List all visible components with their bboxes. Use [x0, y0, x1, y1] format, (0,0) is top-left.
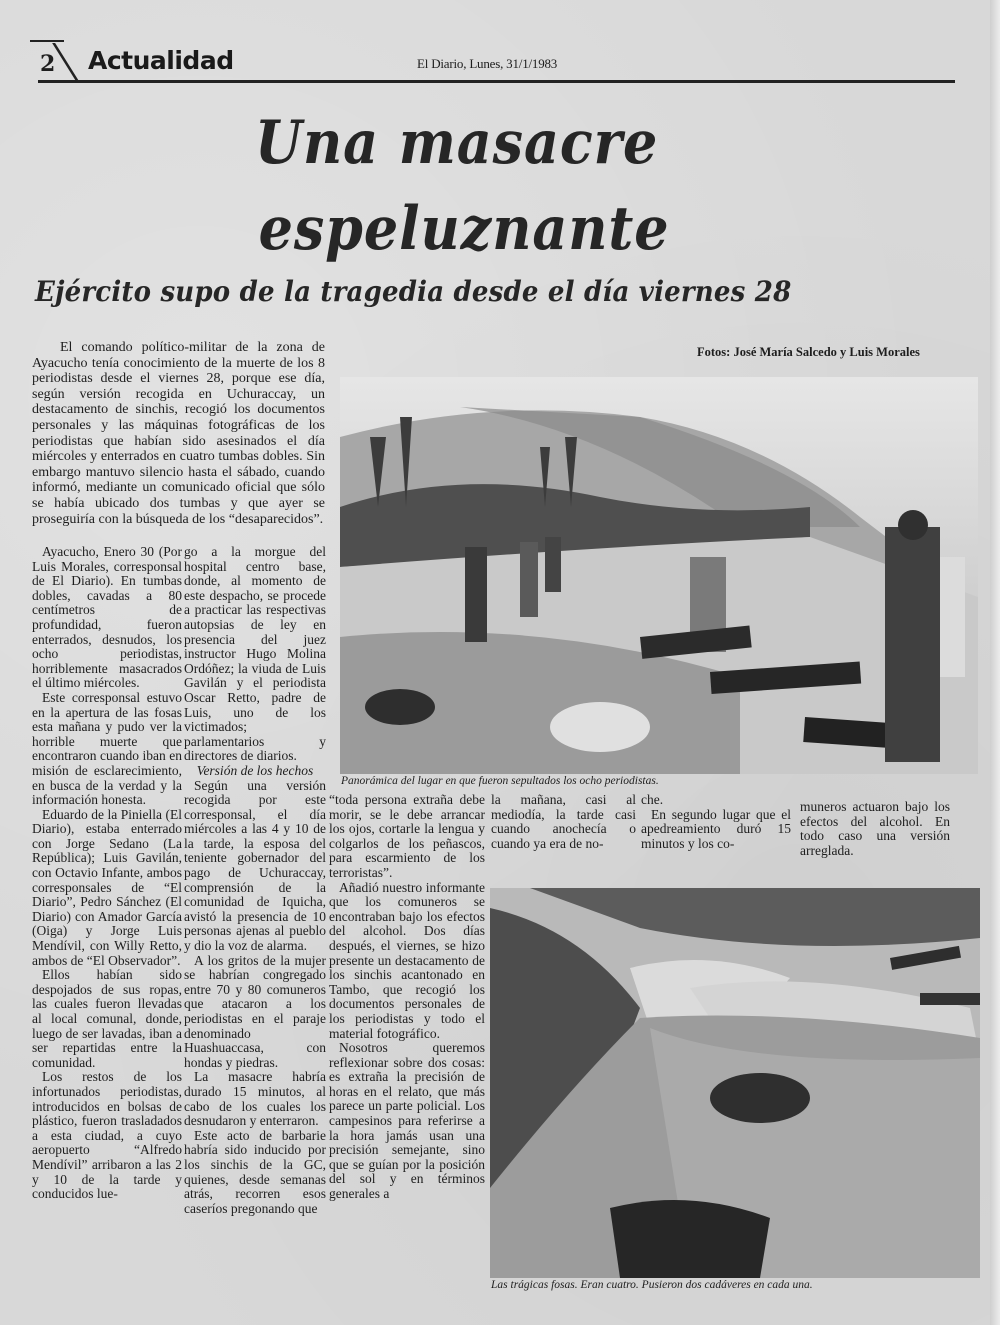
paragraph: che.: [641, 792, 664, 807]
page-edge: [990, 0, 1000, 1325]
photo-graves: [490, 888, 980, 1278]
paragraph: muneros actuaron bajo los efectos del alcohol. En todo caso una versión arreglada.: [800, 799, 950, 858]
paragraph: A los gritos de la mujer se habrían congregado entre 70 y 80 comuneros que atacaron a los periodistas en el paraje denominado Huashuaccasa, con hondas y piedras.: [184, 952, 326, 1070]
paragraph: Los restos de los infortunados periodistas, introducidos en bolsas de plástico, fueron trasladados a esta ciudad, a cuyo aeropuerto “Alfredo Mendívil” arribaron a las 2 y 10 de la tarde y conducidos lue-: [32, 1069, 182, 1202]
header-rule: [38, 80, 955, 83]
article-column-3: [329, 793, 485, 1202]
page-header: [30, 40, 955, 84]
paragraph: Según una versión recogida por este corresponsal, el día miércoles a las 4 y 10 de la tarde, la esposa del teniente gobernador del pago de Uchuraccay, comprensión de la comunidad de Iquicha, avistó la presencia de 10 personas ajenas al pueblo y dio la voz de alarma.: [184, 777, 326, 954]
paragraph: Este acto de barbarie habría sido inducido por los sinchis de la GC, quienes, desde semanas atrás, recorren esos caseríos pregonando que: [184, 1127, 326, 1216]
headline-line-1: Una masacre: [255, 108, 659, 178]
article-column-5: [641, 793, 791, 851]
paragraph: La masacre habría durado 15 minutos, al cabo de los cuales los desnudaron y enterraron.: [184, 1069, 326, 1129]
paragraph: go a la morgue del hospital centro base, donde, al momento de este despacho, se procede a practicar las respectivas autopsias de ley en presencia del juez instructor Hugo Molina Ordóñez; la viuda de Luis Gavilán y el periodista Oscar Retto, padre de Luis, uno de los victimados; parlamentarios y directores de diarios.: [184, 544, 326, 764]
headline-line-2: espeluznante: [258, 194, 670, 264]
subheadline: Ejército supo de la tragedia desde el día viernes 28: [35, 275, 792, 308]
dateline: El Diario, Lunes, 31/1/1983: [417, 56, 558, 71]
photo-caption-2: Las trágicas fosas. Eran cuatro. Pusieron dos cadáveres en cada una.: [491, 1279, 813, 1291]
paragraph: la mañana, casi al mediodía, la tarde casi cuando anochecía o cuando ya era de no-: [491, 792, 636, 851]
photo-caption-1: Panorámica del lugar en que fueron sepultados los ocho periodistas.: [341, 775, 659, 787]
paragraph: “toda persona extraña debe morir, se le debe arrancar los ojos, cortarle la lengua y colgarlos de los peñascos, para escarmiento de los terroristas”.: [329, 792, 485, 880]
article-column-1: [32, 545, 182, 1202]
article-column-4: [491, 793, 636, 851]
photo-panoramic-site: [340, 377, 978, 774]
paragraph: Eduardo de la Piniella (El Diario), estaba enterrado con Jorge Sedano (La República); Luis Gavilán, con Octavio Infante, ambos corresponsales de “El Diario”, Pedro Sánchez (El Diario) con Amador García (Oiga) y Jorge Luis Mendívil, con Willy Retto, ambos de “El Observador”.: [32, 806, 182, 968]
headline: [255, 100, 670, 272]
paragraph: Ellos habían sido despojados de sus ropas, las cuales fueron llevadas al local comunal, donde, luego de ser lavadas, iban a ser repartidas entre la comunidad.: [32, 967, 182, 1070]
header-top-line: [30, 40, 64, 42]
page-number: 2: [40, 51, 56, 77]
section-name: Actualidad: [88, 46, 234, 75]
section-subtitle: Versión de los hechos: [196, 762, 314, 778]
paragraph: Añadió nuestro informante que los comuneros se encontraban bajo los efectos del alcohol. Dos días después, el viernes, se hizo presente un destacamento de los sinchis acantonado en Tambo, que recogió los documentos personales de los periodistas y todo el material fotográfico.: [329, 879, 485, 1041]
lead-paragraph: El comando político-militar de la zona de Ayacucho tenía conocimiento de la muerte de los 8 periodistas desde el viernes 28, porque ese día, según versión recogida en Uchuraccay, un destacamento de sinchis, recogió los documentos personales y las máquinas fotográficas de los periodistas que habían sido asesinados el día miércoles y enterrados en cuatro tumbas dobles. Sin embargo mantuvo silencio hasta el sábado, cuando informó, mediante un comunicado oficial que sólo se había ubicado dos tumbas y que ayer se proseguiría con la búsqueda de los “desaparecidos”.: [32, 340, 325, 527]
paragraph: Este corresponsal estuvo en la apertura de las fosas esta mañana y pudo ver la horrible muerte que encontraron cuando iban en misión de esclarecimiento, en busca de la verdad y la información honesta.: [32, 689, 182, 808]
paragraph: En segundo lugar que el apedreamiento duró 15 minutos y los co-: [641, 806, 791, 851]
paragraph: Nosotros queremos reflexionar sobre dos cosas: es extraña la precisión de horas en el relato, que más parece un parte policial. Los campesinos para referirse a la hora jamás usan una precisión semejante, sino que se guían por la posición del sol y en términos generales a: [329, 1040, 485, 1202]
article-column-2: [184, 545, 326, 1216]
article-column-6: [800, 800, 950, 858]
header-slash-divider: [52, 43, 79, 81]
paragraph: Ayacucho, Enero 30 (Por Luis Morales, corresponsal de El Diario). En tumbas dobles, cavadas a 80 centímetros de profundidad, fueron enterrados, desnudos, los ocho periodistas, horriblemente masacrados el último miércoles.: [32, 544, 182, 691]
photo-credits: Fotos: José María Salcedo y Luis Morales: [697, 345, 920, 359]
